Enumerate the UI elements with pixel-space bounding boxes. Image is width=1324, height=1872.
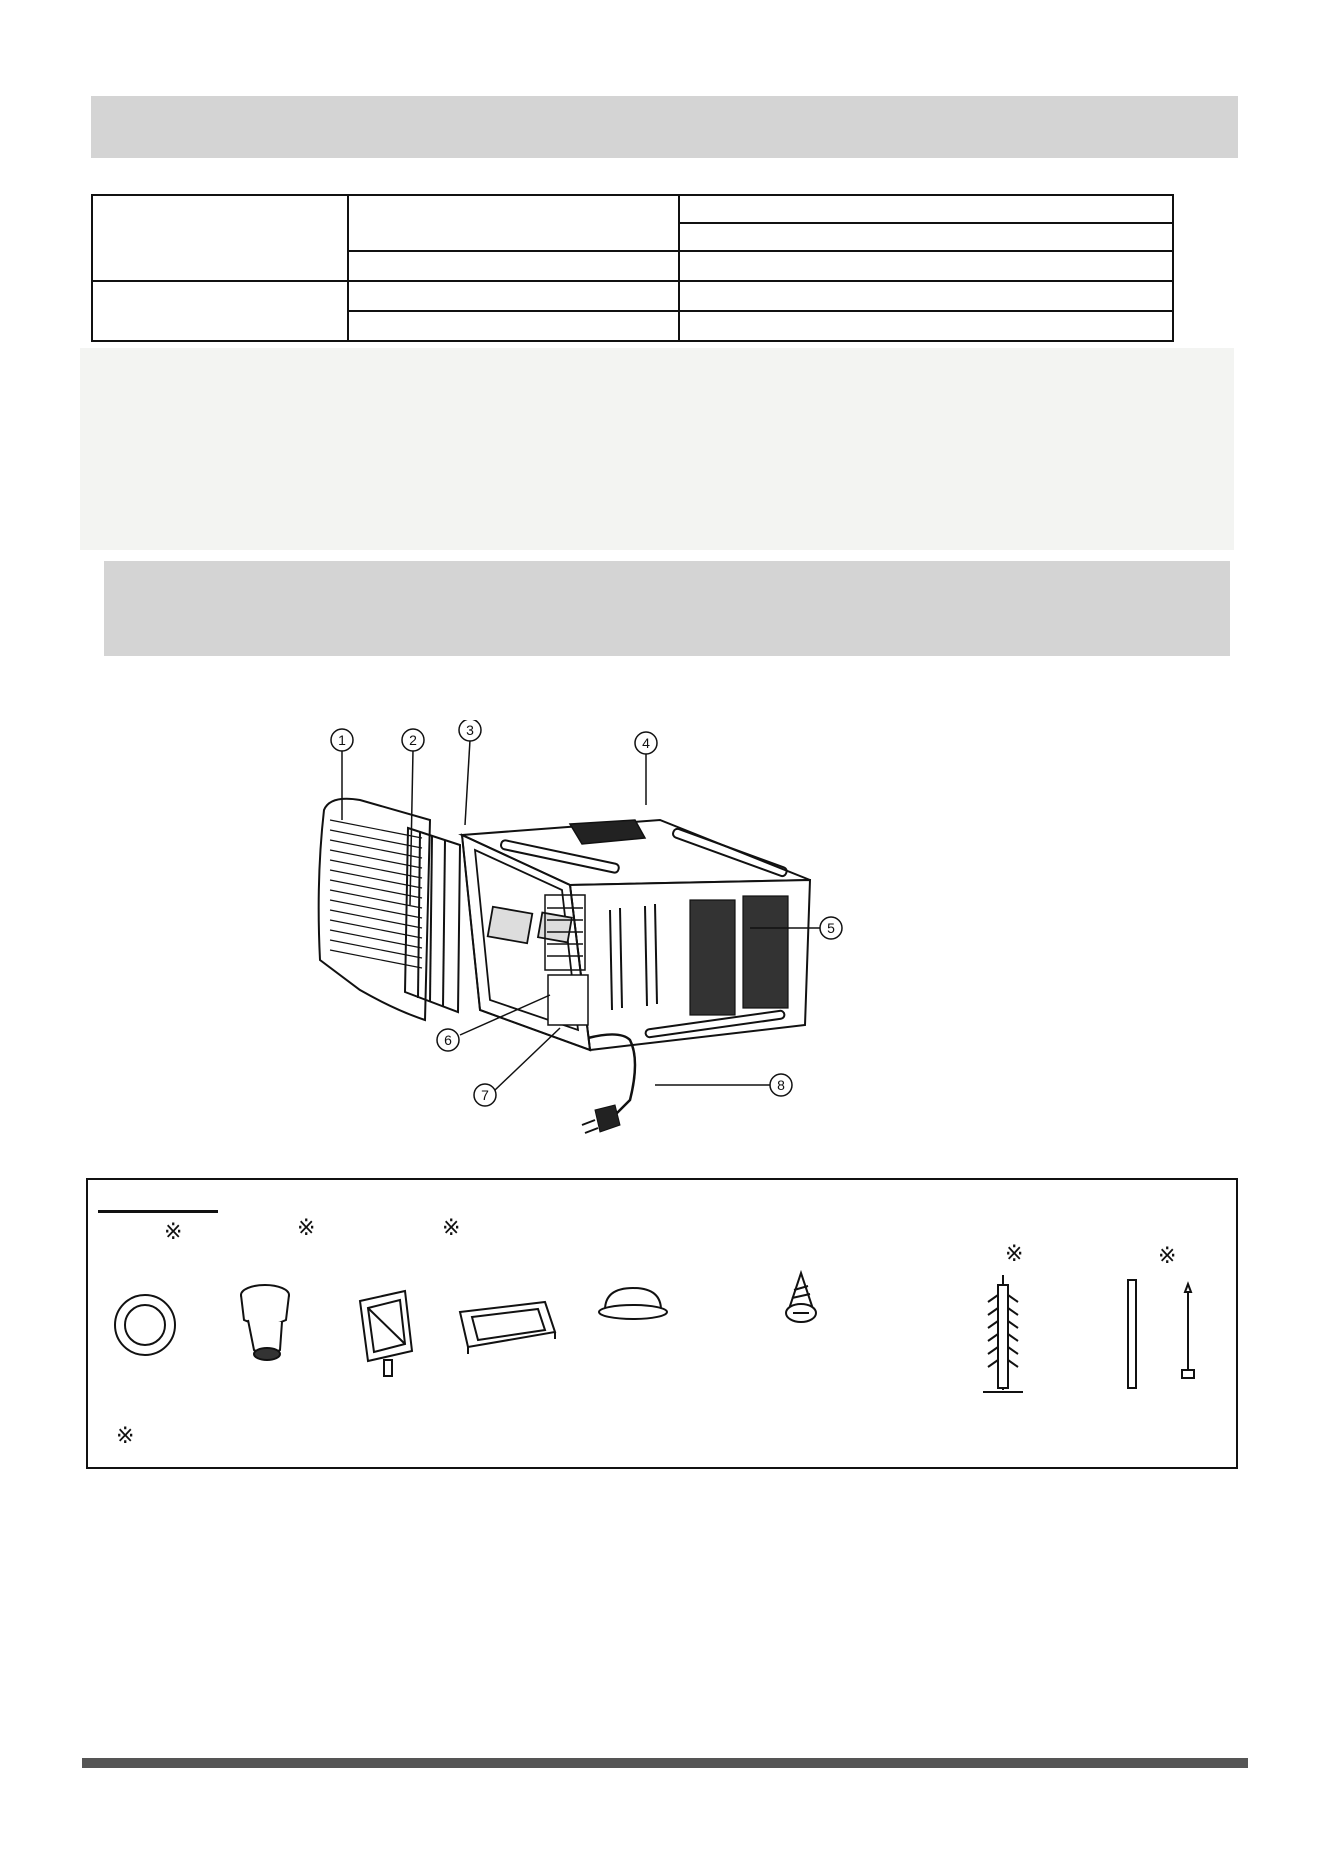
table-cell (679, 223, 1173, 251)
callout-6-label: 6 (444, 1032, 452, 1048)
callout-7-label: 7 (481, 1087, 489, 1103)
callout-3-label: 3 (466, 722, 474, 738)
footer-rule (82, 1758, 1248, 1768)
mounting-rail-icon (450, 1292, 560, 1362)
callout-8-label: 8 (777, 1077, 785, 1093)
expansion-anchor-icon (968, 1270, 1038, 1410)
callout-2-label: 2 (409, 732, 417, 748)
accessories-title-underline (98, 1210, 218, 1213)
note-mark: ※ (1158, 1244, 1177, 1269)
washer-ring-icon (110, 1290, 180, 1360)
drain-pan-icon (350, 1286, 420, 1386)
table-cell (679, 251, 1173, 281)
table-cell (92, 195, 348, 281)
table-cell (679, 195, 1173, 223)
note-mark: ※ (297, 1216, 316, 1241)
support-rod-bolt-icon (1118, 1272, 1218, 1392)
note-mark: ※ (164, 1220, 183, 1245)
parts-heading-band (104, 561, 1230, 656)
table-cell (679, 311, 1173, 341)
table-cell (348, 311, 679, 341)
callout-4-label: 4 (642, 735, 650, 751)
drain-elbow-icon (230, 1280, 310, 1380)
callout-1-label: 1 (338, 732, 346, 748)
air-conditioner-exploded-diagram (300, 720, 920, 1140)
note-mark: ※ (442, 1216, 461, 1241)
table-cell (92, 281, 348, 341)
specification-table (91, 194, 1174, 342)
rubber-foot-icon (593, 1280, 673, 1330)
table-cell (348, 195, 679, 251)
note-mark: ※ (116, 1424, 135, 1449)
note-mark: ※ (1005, 1242, 1024, 1267)
note-panel (80, 348, 1234, 550)
screw-icon (776, 1268, 826, 1338)
table-cell (348, 281, 679, 311)
section-heading-band (91, 96, 1238, 158)
accessories-box (86, 1178, 1238, 1469)
table-cell (679, 281, 1173, 311)
table-cell (348, 251, 679, 281)
callout-5-label: 5 (827, 920, 835, 936)
